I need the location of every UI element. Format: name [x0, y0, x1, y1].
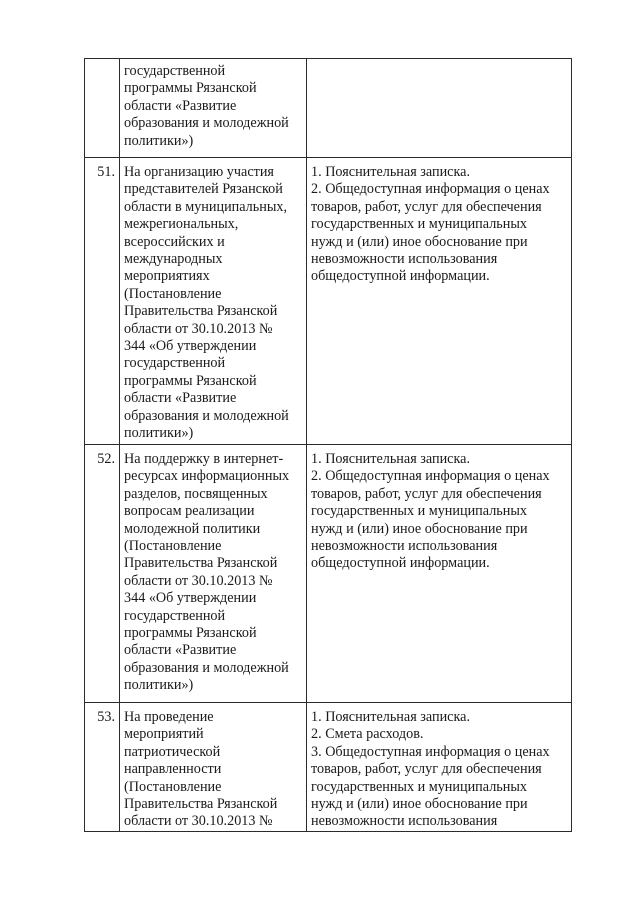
row-documents: 1. Пояснительная записка. 2. Общедоступная информация о ценах товаров, работ, услуг для обеспечения государственных и муниципальных нужд и (или) иное обоснование при невозможности использования общедоступной информации. — [307, 158, 572, 445]
row-number — [85, 59, 120, 158]
row-description: На проведение мероприятий патриотической направленности (Постановление Правительства Рязанской области от 30.10.2013 № — [120, 703, 307, 832]
documents-table — [84, 58, 572, 832]
row-number: 52. — [85, 445, 120, 703]
row-number: 51. — [85, 158, 120, 445]
row-description: На организацию участия представителей Рязанской области в муниципальных, межрегиональных, всероссийских и международных мероприятиях (Постановление Правительства Рязанской области от 30.10.2013 № 344 «Об утверждении государственной программы Рязанской области «Развитие образования и молодежной политики») — [120, 158, 307, 445]
row-documents: 1. Пояснительная записка. 2. Общедоступная информация о ценах товаров, работ, услуг для обеспечения государственных и муниципальных нужд и (или) иное обоснование при невозможности использования общедоступной информации. — [307, 445, 572, 703]
row-description: На поддержку в интернет- ресурсах информационных разделов, посвященных вопросам реализации молодежной политики (Постановление Правительства Рязанской области от 30.10.2013 № 344 «Об утверждении государственной программы Рязанской области «Развитие образования и молодежной политики») — [120, 445, 307, 703]
row-number: 53. — [85, 703, 120, 832]
table-row — [85, 59, 572, 158]
row-description: государственной программы Рязанской области «Развитие образования и молодежной политики») — [120, 59, 307, 158]
row-documents: 1. Пояснительная записка. 2. Смета расходов. 3. Общедоступная информация о ценах товаров, работ, услуг для обеспечения государственных и муниципальных нужд и (или) иное обоснование при невозможности использования — [307, 703, 572, 832]
table-row — [85, 703, 572, 832]
table-row — [85, 158, 572, 445]
row-documents — [307, 59, 572, 158]
table-row — [85, 445, 572, 703]
